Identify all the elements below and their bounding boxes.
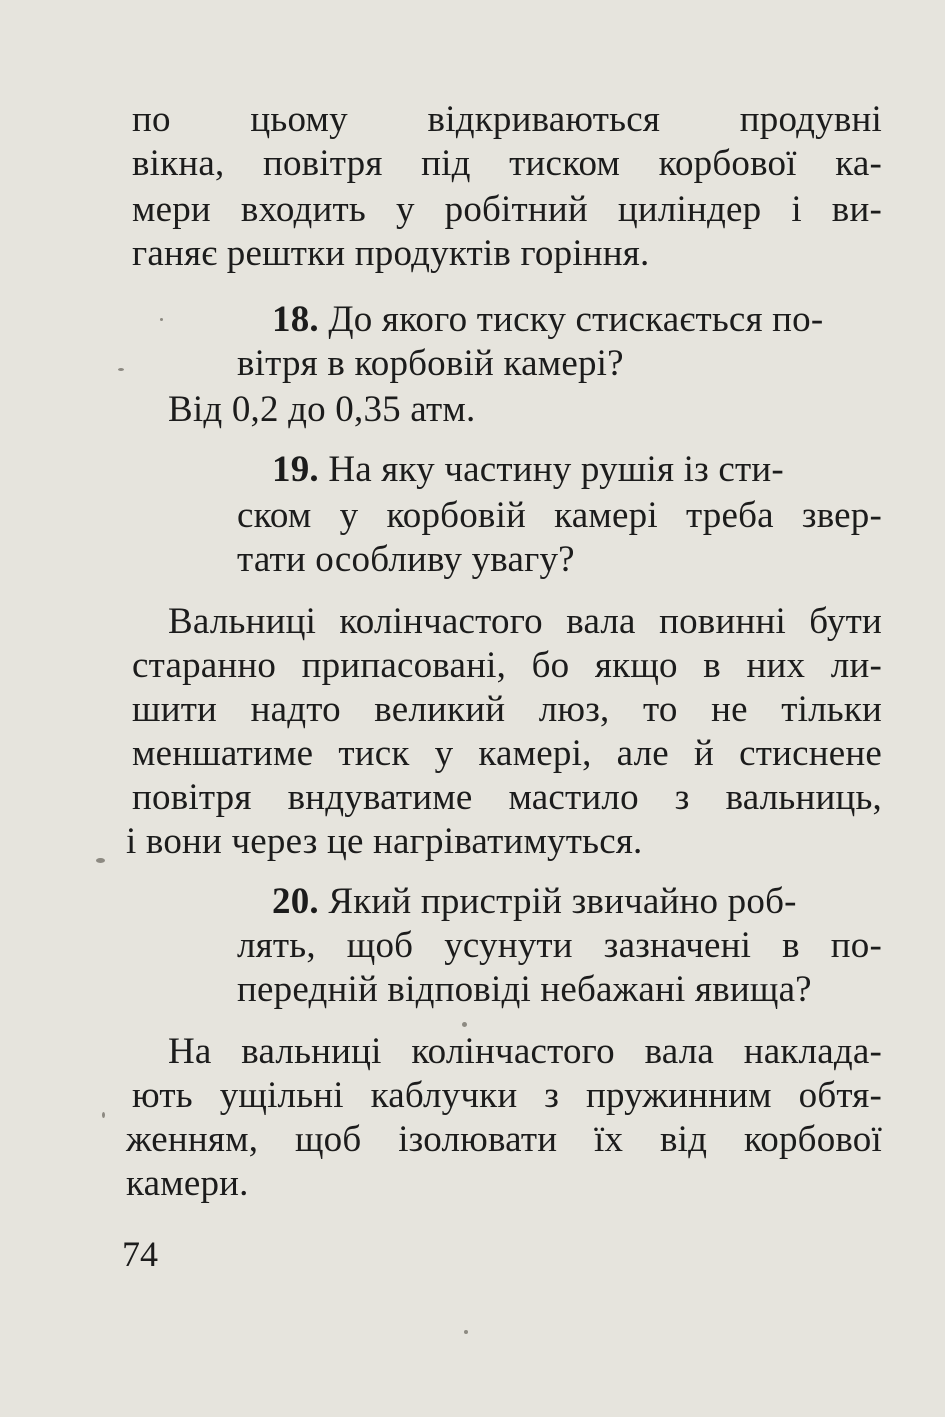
question-18-first-line <box>272 298 882 342</box>
question-line: ском у корбовій камері треба звер- <box>237 495 882 536</box>
scan-speck <box>464 1330 468 1334</box>
question-line: лять, щоб усунути зазначені в по- <box>237 925 882 966</box>
page-number: 74 <box>122 1234 158 1274</box>
scan-speck <box>160 318 163 321</box>
question-line: тати особливу увагу? <box>237 539 575 580</box>
scan-speck <box>102 1112 105 1118</box>
question-text: До якого тиску стискається по- <box>328 299 824 340</box>
answer-line: повітря вндуватиме мастило з вальниць, <box>132 777 882 818</box>
answer-line: Вальниці колінчастого вала повинні бути <box>168 601 882 642</box>
scan-speck <box>96 858 105 863</box>
paragraph-line: по цьому відкриваються продувні <box>132 99 882 140</box>
scan-speck <box>118 368 124 371</box>
question-line: вітря в корбовій камері? <box>237 343 624 384</box>
question-19-first-line <box>272 448 882 492</box>
paragraph-line: мери входить у робітний циліндер і ви- <box>132 189 882 230</box>
answer-line: і вони через це нагріватимуться. <box>126 821 643 862</box>
answer-line: камери. <box>126 1163 249 1204</box>
answer-line: Від 0,2 до 0,35 атм. <box>168 389 476 430</box>
paragraph-line: вікна, повітря під тиском корбової ка- <box>132 143 882 184</box>
answer-line: старанно припасовані, бо якщо в них ли- <box>132 645 882 686</box>
question-text: На яку частину рушія із сти- <box>328 449 784 490</box>
question-text: Який пристрій звичайно роб- <box>328 881 797 922</box>
scan-speck <box>462 1022 467 1027</box>
question-number: 18. <box>272 299 319 340</box>
question-number: 19. <box>272 449 319 490</box>
question-number: 20. <box>272 881 319 922</box>
question-20-first-line <box>272 880 882 924</box>
answer-line: меншатиме тиск у камері, але й стиснене <box>132 733 882 774</box>
answer-line: На вальниці колінчастого вала наклада- <box>168 1031 882 1072</box>
answer-line: шити надто великий люз, то не тільки <box>132 689 882 730</box>
answer-line: ють ущільні каблучки з пружинним обтя- <box>132 1075 882 1116</box>
answer-line: женням, щоб ізолювати їх від корбової <box>126 1119 882 1160</box>
paragraph-line: ганяє рештки продуктів горіння. <box>132 233 650 274</box>
question-line: передній відповіді небажані явища? <box>237 969 812 1010</box>
